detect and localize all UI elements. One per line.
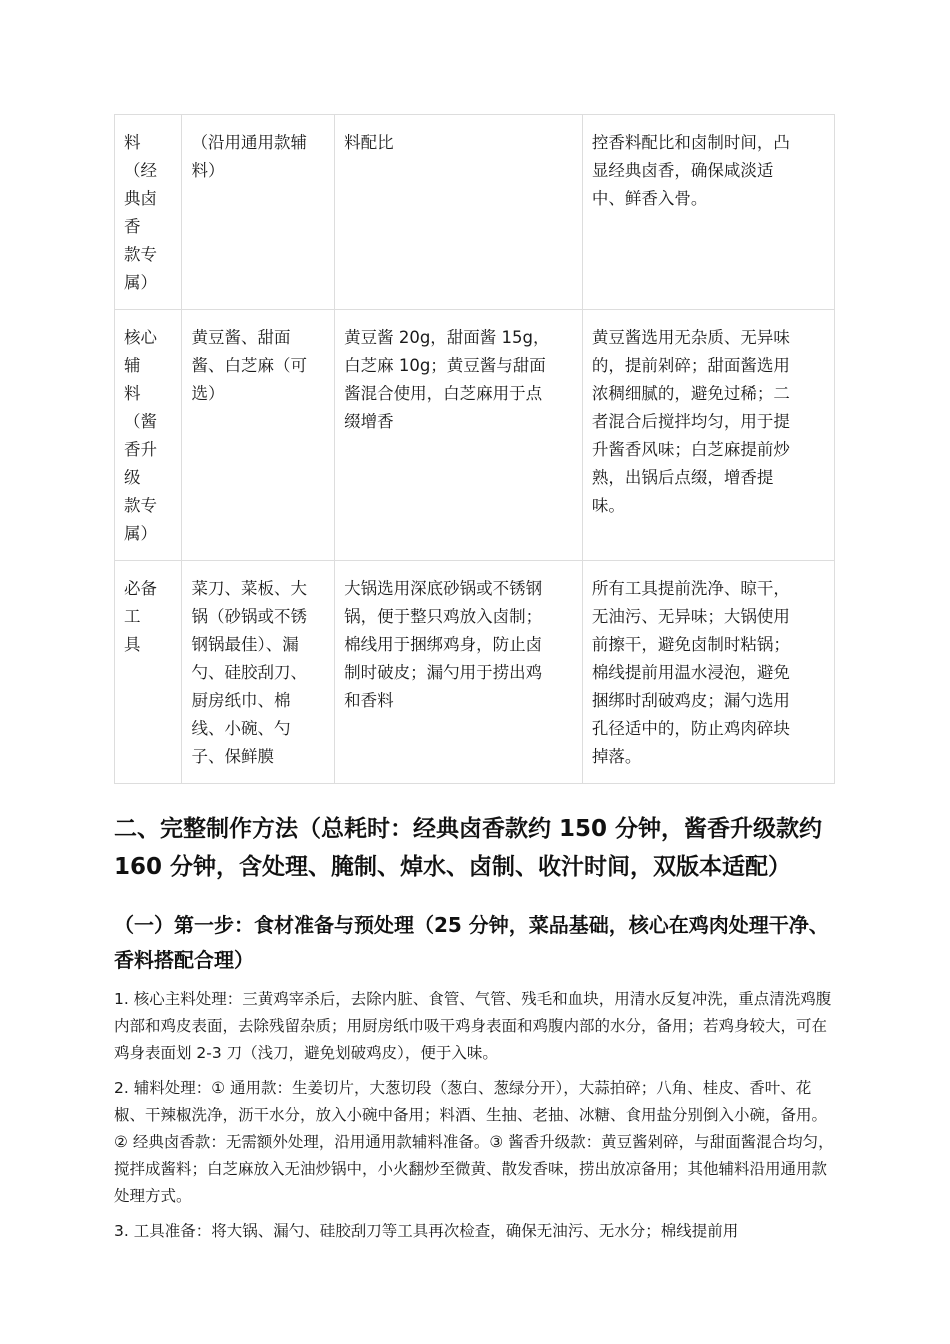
- table-row: [115, 310, 835, 561]
- table-cell-notes: 黄豆酱选用无杂质、无异味 的，提前剁碎；甜面酱选用 浓稠细腻的，避免过稀；二 者混合后搅拌均匀，用于提 升酱香风味；白芝麻提前炒 熟，出锅后点缀，增香提 味。: [582, 310, 834, 561]
- table-cell-items: 黄豆酱、甜面 酱、白芝麻（可 选）: [182, 310, 335, 561]
- table-cell-ratio: 大锅选用深底砂锅或不锈钢 锅，便于整只鸡放入卤制； 棉线用于捆绑鸡身，防止卤 制时破皮；漏勺用于捞出鸡 和香料: [335, 561, 583, 784]
- table-cell-category: 核心辅 料（酱 香升级 款专 属）: [115, 310, 182, 561]
- ingredients-table: [114, 114, 835, 784]
- paragraph-auxiliary: 2. 辅料处理：① 通用款：生姜切片，大葱切段（葱白、葱绿分开），大蒜拍碎；八角、桂皮、香叶、花椒、干辣椒洗净，沥干水分，放入小碗中备用；料酒、生抽、老抽、冰糖、食用盐分别倒入小碗，备用。② 经典卤香款：无需额外处理，沿用通用款辅料准备。③ 酱香升级款：黄豆酱剁碎，与甜面酱混合均匀，搅拌成酱料；白芝麻放入无油炒锅中，小火翻炒至微黄、散发香味，捞出放凉备用；其他辅料沿用通用款处理方式。: [114, 1079, 834, 1205]
- document-page: [114, 114, 835, 1245]
- table-row: [115, 115, 835, 310]
- table-cell-category: 料（经 典卤香 款专 属）: [115, 115, 182, 310]
- section-heading: 二、完整制作方法（总耗时：经典卤香款约 150 分钟，酱香升级款约 160 分钟，含处理、腌制、焯水、卤制、收汁时间，双版本适配）: [114, 816, 823, 880]
- table-cell-ratio: 料配比: [335, 115, 583, 310]
- paragraph-tools: 3. 工具准备：将大锅、漏勺、硅胶刮刀等工具再次检查，确保无油污、无水分；棉线提前用: [114, 1222, 739, 1240]
- table-cell-notes: 所有工具提前洗净、晾干， 无油污、无异味；大锅使用 前擦干，避免卤制时粘锅； 棉线提前用温水浸泡，避免 捆绑时刮破鸡皮；漏勺选用 孔径适中的，防止鸡肉碎块 掉落。: [582, 561, 834, 784]
- table-cell-items: 菜刀、菜板、大 锅（砂锅或不锈 钢锅最佳）、漏 勺、硅胶刮刀、 厨房纸巾、棉 线、小碗、勺 子、保鲜膜: [182, 561, 335, 784]
- table-cell-notes: 控香料配比和卤制时间，凸 显经典卤香，确保咸淡适 中、鲜香入骨。: [582, 115, 834, 310]
- table-row: [115, 561, 835, 784]
- table-cell-category: 必备工 具: [115, 561, 182, 784]
- paragraph-main-ingredient: 1. 核心主料处理：三黄鸡宰杀后，去除内脏、食管、气管、残毛和血块，用清水反复冲洗，重点清洗鸡腹内部和鸡皮表面，去除残留杂质；用厨房纸巾吸干鸡身表面和鸡腹内部的水分，备用；若鸡身较大，可在鸡身表面划 2-3 刀（浅刀，避免划破鸡皮），便于入味。: [114, 990, 832, 1062]
- table-cell-ratio: 黄豆酱 20g，甜面酱 15g， 白芝麻 10g；黄豆酱与甜面 酱混合使用，白芝麻用于点 缀增香: [335, 310, 583, 561]
- table-cell-items: （沿用通用款辅 料）: [182, 115, 335, 310]
- step-heading: （一）第一步：食材准备与预处理（25 分钟，菜品基础，核心在鸡肉处理干净、香料搭配合理）: [114, 913, 829, 972]
